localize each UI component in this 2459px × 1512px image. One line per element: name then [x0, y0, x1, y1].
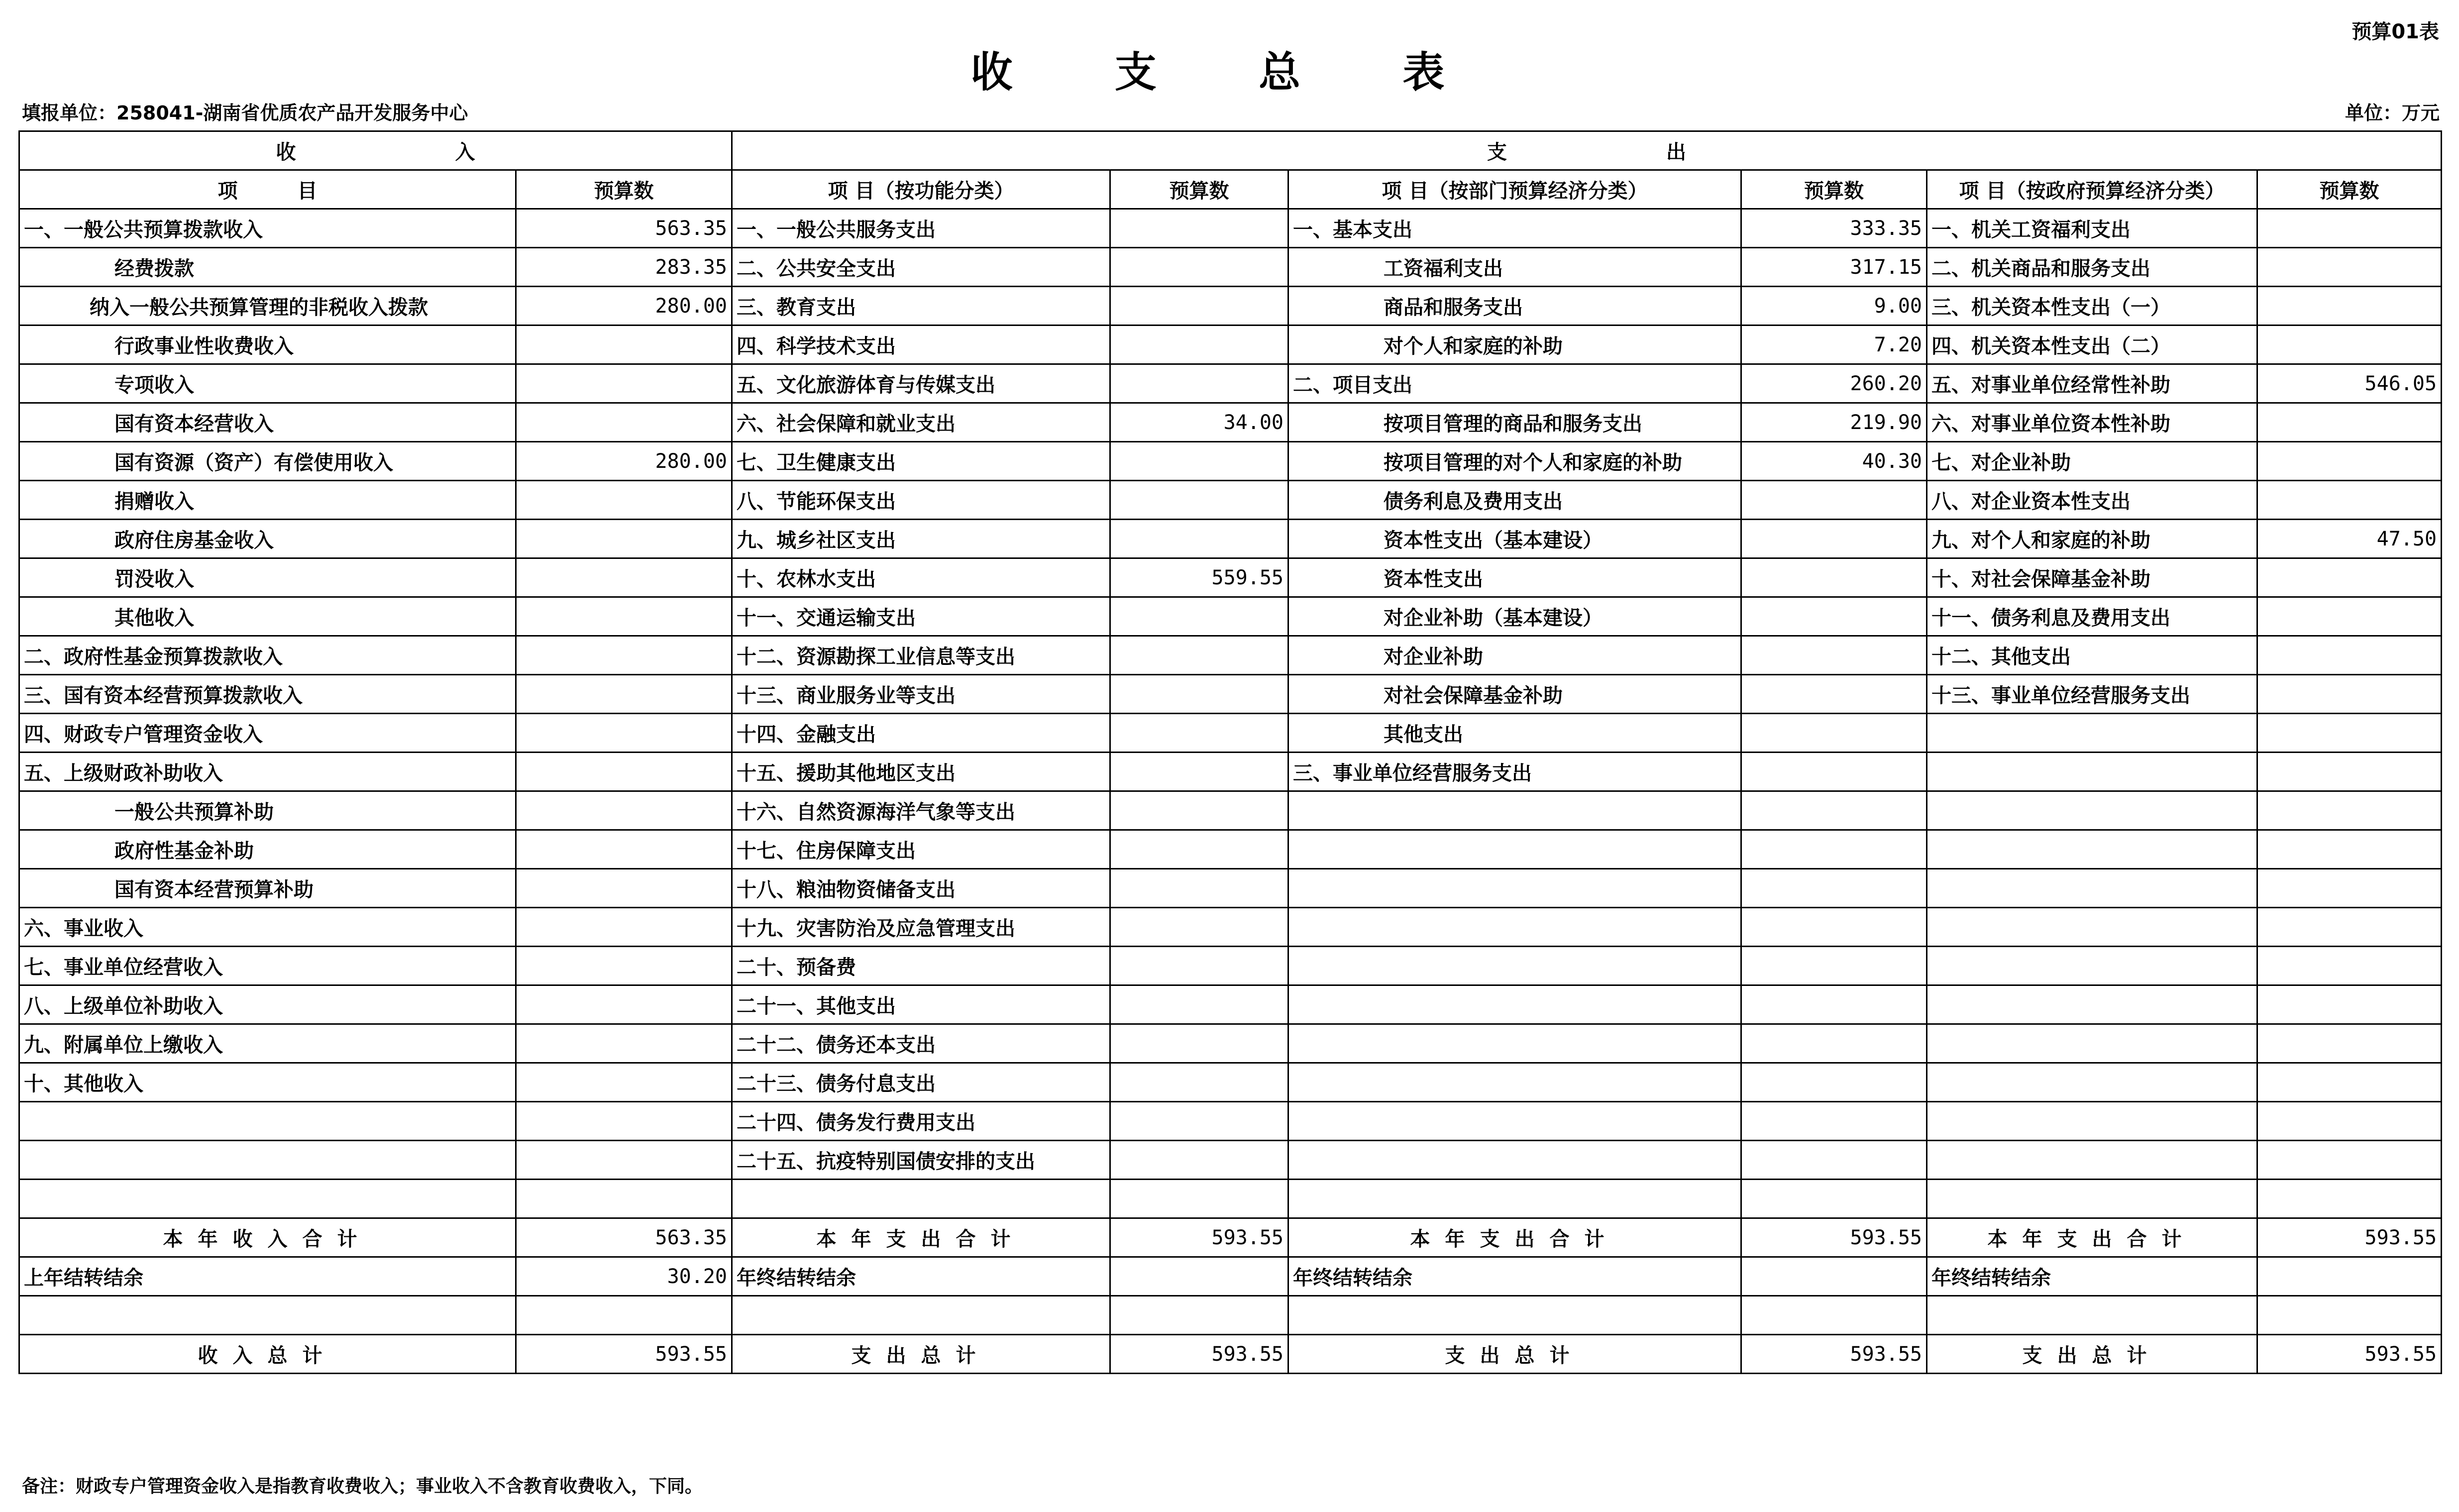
func-budget-cell — [1110, 908, 1288, 947]
gov-budget-cell — [2257, 869, 2442, 908]
income-budget-cell — [516, 481, 732, 520]
dept-budget-cell: 317.15 — [1741, 248, 1927, 287]
func-item-cell: 十二、资源勘探工业信息等支出 — [732, 636, 1110, 675]
income-budget-cell: 563.35 — [516, 209, 732, 248]
gov-item-cell — [1927, 714, 2257, 753]
gov-grand-total-value: 593.55 — [2257, 1335, 2442, 1374]
func-item-cell: 十一、交通运输支出 — [732, 597, 1110, 636]
dept-item-cell: 工资福利支出 — [1288, 248, 1741, 287]
income-item-cell: 国有资源（资产）有偿使用收入 — [19, 442, 516, 481]
dept-item-cell — [1288, 1024, 1741, 1063]
func-budget-cell — [1110, 1063, 1288, 1102]
blank-cell — [19, 1296, 516, 1335]
income-budget-cell — [516, 597, 732, 636]
func-budget-cell — [1110, 1180, 1288, 1218]
gov-budget-cell — [2257, 1141, 2442, 1180]
dept-item-cell — [1288, 947, 1741, 985]
dept-item-cell: 债务利息及费用支出 — [1288, 481, 1741, 520]
func-item-cell: 十三、商业服务业等支出 — [732, 675, 1110, 714]
dept-budget-cell — [1741, 830, 1927, 869]
dept-budget-cell: 333.35 — [1741, 209, 1927, 248]
gov-budget-cell — [2257, 714, 2442, 753]
table-row — [19, 481, 2442, 520]
dept-item-cell — [1288, 869, 1741, 908]
income-item-cell: 国有资本经营收入 — [19, 403, 516, 442]
func-budget-cell — [1110, 209, 1288, 248]
income-budget-cell — [516, 869, 732, 908]
func-budget-cell — [1110, 287, 1288, 325]
dept-item-cell: 按项目管理的商品和服务支出 — [1288, 403, 1741, 442]
gov-item-cell — [1927, 1063, 2257, 1102]
dept-budget-cell: 219.90 — [1741, 403, 1927, 442]
gov-grand-total-label: 支出总计 — [1927, 1335, 2257, 1374]
budget-summary-table — [18, 130, 2442, 1374]
func-item-cell: 九、城乡社区支出 — [732, 520, 1110, 558]
income-item-cell: 四、财政专户管理资金收入 — [19, 714, 516, 753]
dept-budget-cell — [1741, 481, 1927, 520]
gov-budget-cell — [2257, 481, 2442, 520]
dept-budget-cell — [1741, 947, 1927, 985]
dept-budget-cell — [1741, 520, 1927, 558]
gov-item-cell — [1927, 1141, 2257, 1180]
income-budget-cell — [516, 1024, 732, 1063]
func-item-cell: 十八、粮油物资储备支出 — [732, 869, 1110, 908]
table-row — [19, 985, 2442, 1024]
dept-year-total-label: 本年支出合计 — [1288, 1218, 1741, 1257]
gov-item-cell: 一、机关工资福利支出 — [1927, 209, 2257, 248]
income-item-cell: 八、上级单位补助收入 — [19, 985, 516, 1024]
gov-budget-cell — [2257, 791, 2442, 830]
income-budget-cell — [516, 985, 732, 1024]
blank-cell — [732, 1296, 1110, 1335]
gov-item-cell: 十一、债务利息及费用支出 — [1927, 597, 2257, 636]
dept-budget-cell — [1741, 753, 1927, 791]
gov-year-total-label: 本年支出合计 — [1927, 1218, 2257, 1257]
table-row — [19, 403, 2442, 442]
gov-item-cell — [1927, 1102, 2257, 1141]
blank-cell — [2257, 1296, 2442, 1335]
table-row — [19, 1063, 2442, 1102]
dept-budget-cell — [1741, 597, 1927, 636]
blank-cell — [1288, 1296, 1741, 1335]
dept-budget-cell — [1741, 1180, 1927, 1218]
table-row — [19, 558, 2442, 597]
income-item-cell: 罚没收入 — [19, 558, 516, 597]
func-item-cell: 二十二、债务还本支出 — [732, 1024, 1110, 1063]
func-item-cell: 十、农林水支出 — [732, 558, 1110, 597]
func-year-total-value: 593.55 — [1110, 1218, 1288, 1257]
gov-item-cell — [1927, 908, 2257, 947]
table-row — [19, 1024, 2442, 1063]
dept-budget-cell: 7.20 — [1741, 325, 1927, 364]
table-row — [19, 209, 2442, 248]
dept-item-cell: 资本性支出（基本建设） — [1288, 520, 1741, 558]
func-item-cell — [732, 1180, 1110, 1218]
func-item-cell: 十六、自然资源海洋气象等支出 — [732, 791, 1110, 830]
gov-budget-cell — [2257, 248, 2442, 287]
table-row — [19, 791, 2442, 830]
dept-item-cell: 二、项目支出 — [1288, 364, 1741, 403]
dept-grand-total-value: 593.55 — [1741, 1335, 1927, 1374]
income-budget-cell — [516, 325, 732, 364]
income-item-cell — [19, 1180, 516, 1218]
dept-budget-cell — [1741, 558, 1927, 597]
income-item-cell: 九、附属单位上缴收入 — [19, 1024, 516, 1063]
func-budget-cell — [1110, 1024, 1288, 1063]
table-row — [19, 753, 2442, 791]
gov-item-cell — [1927, 1180, 2257, 1218]
dept-budget-cell — [1741, 791, 1927, 830]
table-row — [19, 675, 2442, 714]
page-title: 收 支 总 表 — [970, 47, 1489, 97]
income-item-cell: 一般公共预算补助 — [19, 791, 516, 830]
gov-budget-cell — [2257, 442, 2442, 481]
func-budget-cell — [1110, 1102, 1288, 1141]
income-grand-total-value: 593.55 — [516, 1335, 732, 1374]
blank-cell — [1110, 1296, 1288, 1335]
income-item-cell: 三、国有资本经营预算拨款收入 — [19, 675, 516, 714]
income-item-cell: 其他收入 — [19, 597, 516, 636]
gov-budget-cell — [2257, 558, 2442, 597]
gov-item-cell: 二、机关商品和服务支出 — [1927, 248, 2257, 287]
table-row — [19, 1141, 2442, 1180]
income-budget-cell — [516, 558, 732, 597]
income-item-cell: 五、上级财政补助收入 — [19, 753, 516, 791]
gov-item-cell: 十二、其他支出 — [1927, 636, 2257, 675]
dept-item-cell: 对企业补助（基本建设） — [1288, 597, 1741, 636]
func-budget-cell — [1110, 636, 1288, 675]
func-item-cell: 七、卫生健康支出 — [732, 442, 1110, 481]
table-row — [19, 248, 2442, 287]
dept-item-cell: 对个人和家庭的补助 — [1288, 325, 1741, 364]
dept-end-carry-label: 年终结转结余 — [1288, 1257, 1741, 1296]
dept-budget-cell: 9.00 — [1741, 287, 1927, 325]
gov-budget-cell — [2257, 1024, 2442, 1063]
dept-item-cell — [1288, 985, 1741, 1024]
gov-year-total-value: 593.55 — [2257, 1218, 2442, 1257]
func-item-cell: 四、科学技术支出 — [732, 325, 1110, 364]
income-item-cell: 十、其他收入 — [19, 1063, 516, 1102]
table-row — [19, 947, 2442, 985]
income-year-total-value: 563.35 — [516, 1218, 732, 1257]
table-row — [19, 287, 2442, 325]
func-budget-cell — [1110, 947, 1288, 985]
table-row — [19, 364, 2442, 403]
dept-item-cell: 对社会保障基金补助 — [1288, 675, 1741, 714]
gov-item-cell — [1927, 869, 2257, 908]
gov-item-cell: 十三、事业单位经营服务支出 — [1927, 675, 2257, 714]
func-budget-cell — [1110, 597, 1288, 636]
table-row — [19, 714, 2442, 753]
prev-carry-value: 30.20 — [516, 1257, 732, 1296]
func-budget-cell — [1110, 753, 1288, 791]
table-row — [19, 597, 2442, 636]
table-row — [19, 1102, 2442, 1141]
col-header-gov-item: 项 目（按政府预算经济分类） — [1927, 170, 2257, 209]
dept-item-cell — [1288, 1141, 1741, 1180]
income-budget-cell — [516, 830, 732, 869]
func-budget-cell — [1110, 869, 1288, 908]
gov-budget-cell — [2257, 1180, 2442, 1218]
dept-year-total-value: 593.55 — [1741, 1218, 1927, 1257]
gov-budget-cell: 47.50 — [2257, 520, 2442, 558]
col-header-income-item: 项 目 — [19, 170, 516, 209]
col-header-dept-budget: 预算数 — [1741, 170, 1927, 209]
table-row — [19, 636, 2442, 675]
income-item-cell: 行政事业性收费收入 — [19, 325, 516, 364]
income-item-cell: 六、事业收入 — [19, 908, 516, 947]
func-budget-cell — [1110, 364, 1288, 403]
func-budget-cell: 34.00 — [1110, 403, 1288, 442]
func-item-cell: 十四、金融支出 — [732, 714, 1110, 753]
income-budget-cell — [516, 947, 732, 985]
func-item-cell: 一、一般公共服务支出 — [732, 209, 1110, 248]
func-grand-total-label: 支出总计 — [732, 1335, 1110, 1374]
income-item-cell: 专项收入 — [19, 364, 516, 403]
grand-total-row — [19, 1335, 2442, 1374]
func-item-cell: 二十五、抗疫特别国债安排的支出 — [732, 1141, 1110, 1180]
dept-item-cell: 商品和服务支出 — [1288, 287, 1741, 325]
func-budget-cell — [1110, 520, 1288, 558]
gov-item-cell — [1927, 753, 2257, 791]
gov-budget-cell — [2257, 1102, 2442, 1141]
income-budget-cell — [516, 364, 732, 403]
expense-group-header: 支 出 — [732, 131, 2442, 170]
gov-budget-cell — [2257, 947, 2442, 985]
gov-budget-cell — [2257, 209, 2442, 248]
dept-item-cell: 资本性支出 — [1288, 558, 1741, 597]
income-budget-cell — [516, 1102, 732, 1141]
func-item-cell: 五、文化旅游体育与传媒支出 — [732, 364, 1110, 403]
income-budget-cell — [516, 1141, 732, 1180]
unit-label: 单位：万元 — [2345, 102, 2440, 124]
func-grand-total-value: 593.55 — [1110, 1335, 1288, 1374]
income-item-cell — [19, 1102, 516, 1141]
income-item-cell: 二、政府性基金预算拨款收入 — [19, 636, 516, 675]
func-budget-cell — [1110, 1141, 1288, 1180]
func-item-cell: 十九、灾害防治及应急管理支出 — [732, 908, 1110, 947]
dept-budget-cell — [1741, 1024, 1927, 1063]
col-header-income-budget: 预算数 — [516, 170, 732, 209]
meta-row — [22, 98, 2440, 125]
dept-budget-cell — [1741, 1063, 1927, 1102]
gov-budget-cell — [2257, 675, 2442, 714]
dept-budget-cell — [1741, 1102, 1927, 1141]
table-code: 预算01表 — [2352, 20, 2439, 43]
income-grand-total-label: 收入总计 — [19, 1335, 516, 1374]
dept-item-cell — [1288, 908, 1741, 947]
income-item-cell: 七、事业单位经营收入 — [19, 947, 516, 985]
col-header-func-item: 项 目（按功能分类） — [732, 170, 1110, 209]
income-budget-cell — [516, 636, 732, 675]
gov-item-cell: 六、对事业单位资本性补助 — [1927, 403, 2257, 442]
dept-end-carry-value — [1741, 1257, 1927, 1296]
gov-item-cell — [1927, 791, 2257, 830]
dept-budget-cell — [1741, 636, 1927, 675]
dept-budget-cell — [1741, 1141, 1927, 1180]
func-item-cell: 二、公共安全支出 — [732, 248, 1110, 287]
dept-item-cell: 其他支出 — [1288, 714, 1741, 753]
gov-end-carry-value — [2257, 1257, 2442, 1296]
dept-item-cell — [1288, 1102, 1741, 1141]
func-item-cell: 六、社会保障和就业支出 — [732, 403, 1110, 442]
dept-budget-cell — [1741, 714, 1927, 753]
dept-item-cell — [1288, 791, 1741, 830]
func-budget-cell — [1110, 481, 1288, 520]
income-budget-cell — [516, 675, 732, 714]
income-item-cell: 纳入一般公共预算管理的非税收入拨款 — [19, 287, 516, 325]
dept-budget-cell — [1741, 675, 1927, 714]
func-year-total-label: 本年支出合计 — [732, 1218, 1110, 1257]
income-group-header: 收 入 — [19, 131, 732, 170]
gov-budget-cell — [2257, 1063, 2442, 1102]
gov-budget-cell — [2257, 636, 2442, 675]
gov-budget-cell — [2257, 597, 2442, 636]
prev-carry-label: 上年结转结余 — [19, 1257, 516, 1296]
gov-item-cell — [1927, 985, 2257, 1024]
income-budget-cell — [516, 403, 732, 442]
income-budget-cell — [516, 791, 732, 830]
dept-budget-cell — [1741, 908, 1927, 947]
gov-item-cell: 七、对企业补助 — [1927, 442, 2257, 481]
func-budget-cell — [1110, 325, 1288, 364]
dept-item-cell: 一、基本支出 — [1288, 209, 1741, 248]
gov-item-cell — [1927, 1024, 2257, 1063]
gov-budget-cell — [2257, 287, 2442, 325]
gov-budget-cell — [2257, 830, 2442, 869]
dept-item-cell — [1288, 1180, 1741, 1218]
gov-item-cell: 十、对社会保障基金补助 — [1927, 558, 2257, 597]
func-end-carry-value — [1110, 1257, 1288, 1296]
reporting-unit: 填报单位：258041-湖南省优质农产品开发服务中心 — [22, 102, 468, 124]
func-budget-cell — [1110, 675, 1288, 714]
gov-end-carry-label: 年终结转结余 — [1927, 1257, 2257, 1296]
table-row — [19, 325, 2442, 364]
dept-budget-cell: 40.30 — [1741, 442, 1927, 481]
income-item-cell: 政府住房基金收入 — [19, 520, 516, 558]
col-header-func-budget: 预算数 — [1110, 170, 1288, 209]
gov-item-cell: 五、对事业单位经常性补助 — [1927, 364, 2257, 403]
income-item-cell: 一、一般公共预算拨款收入 — [19, 209, 516, 248]
func-budget-cell — [1110, 248, 1288, 287]
gov-budget-cell — [2257, 985, 2442, 1024]
func-budget-cell: 559.55 — [1110, 558, 1288, 597]
dept-item-cell: 三、事业单位经营服务支出 — [1288, 753, 1741, 791]
gov-item-cell: 九、对个人和家庭的补助 — [1927, 520, 2257, 558]
blank-row — [19, 1296, 2442, 1335]
table-row — [19, 520, 2442, 558]
func-item-cell: 二十一、其他支出 — [732, 985, 1110, 1024]
gov-budget-cell — [2257, 753, 2442, 791]
dept-item-cell — [1288, 830, 1741, 869]
footnote: 备注：财政专户管理资金收入是指教育收费收入；事业收入不含教育收费收入，下同。 — [22, 1476, 703, 1497]
dept-budget-cell — [1741, 869, 1927, 908]
carry-row — [19, 1257, 2442, 1296]
income-budget-cell: 283.35 — [516, 248, 732, 287]
income-item-cell — [19, 1141, 516, 1180]
gov-item-cell: 三、机关资本性支出（一） — [1927, 287, 2257, 325]
blank-cell — [1741, 1296, 1927, 1335]
table-row — [19, 830, 2442, 869]
income-item-cell: 经费拨款 — [19, 248, 516, 287]
func-budget-cell — [1110, 830, 1288, 869]
dept-item-cell: 对企业补助 — [1288, 636, 1741, 675]
income-item-cell: 国有资本经营预算补助 — [19, 869, 516, 908]
income-budget-cell: 280.00 — [516, 442, 732, 481]
table-row — [19, 908, 2442, 947]
func-item-cell: 二十、预备费 — [732, 947, 1110, 985]
income-item-cell: 政府性基金补助 — [19, 830, 516, 869]
blank-cell — [516, 1296, 732, 1335]
col-header-dept-item: 项 目（按部门预算经济分类） — [1288, 170, 1741, 209]
income-budget-cell: 280.00 — [516, 287, 732, 325]
col-header-gov-budget: 预算数 — [2257, 170, 2442, 209]
func-item-cell: 十七、住房保障支出 — [732, 830, 1110, 869]
blank-cell — [1927, 1296, 2257, 1335]
func-item-cell: 三、教育支出 — [732, 287, 1110, 325]
gov-budget-cell — [2257, 908, 2442, 947]
income-budget-cell — [516, 520, 732, 558]
income-year-total-label: 本年收入合计 — [19, 1218, 516, 1257]
gov-item-cell — [1927, 947, 2257, 985]
income-budget-cell — [516, 908, 732, 947]
dept-budget-cell: 260.20 — [1741, 364, 1927, 403]
gov-budget-cell — [2257, 325, 2442, 364]
func-budget-cell — [1110, 985, 1288, 1024]
income-budget-cell — [516, 714, 732, 753]
table-row — [19, 1180, 2442, 1218]
func-budget-cell — [1110, 791, 1288, 830]
dept-budget-cell — [1741, 985, 1927, 1024]
gov-item-cell: 八、对企业资本性支出 — [1927, 481, 2257, 520]
income-item-cell: 捐赠收入 — [19, 481, 516, 520]
gov-item-cell — [1927, 830, 2257, 869]
func-budget-cell — [1110, 442, 1288, 481]
table-row — [19, 442, 2442, 481]
gov-budget-cell: 546.05 — [2257, 364, 2442, 403]
table-row — [19, 869, 2442, 908]
func-budget-cell — [1110, 714, 1288, 753]
func-item-cell: 八、节能环保支出 — [732, 481, 1110, 520]
income-budget-cell — [516, 1063, 732, 1102]
dept-item-cell — [1288, 1063, 1741, 1102]
income-budget-cell — [516, 753, 732, 791]
dept-item-cell: 按项目管理的对个人和家庭的补助 — [1288, 442, 1741, 481]
income-budget-cell — [516, 1180, 732, 1218]
dept-grand-total-label: 支出总计 — [1288, 1335, 1741, 1374]
func-item-cell: 十五、援助其他地区支出 — [732, 753, 1110, 791]
func-end-carry-label: 年终结转结余 — [732, 1257, 1110, 1296]
gov-budget-cell — [2257, 403, 2442, 442]
gov-item-cell: 四、机关资本性支出（二） — [1927, 325, 2257, 364]
func-item-cell: 二十三、债务付息支出 — [732, 1063, 1110, 1102]
func-item-cell: 二十四、债务发行费用支出 — [732, 1102, 1110, 1141]
year-total-row — [19, 1218, 2442, 1257]
